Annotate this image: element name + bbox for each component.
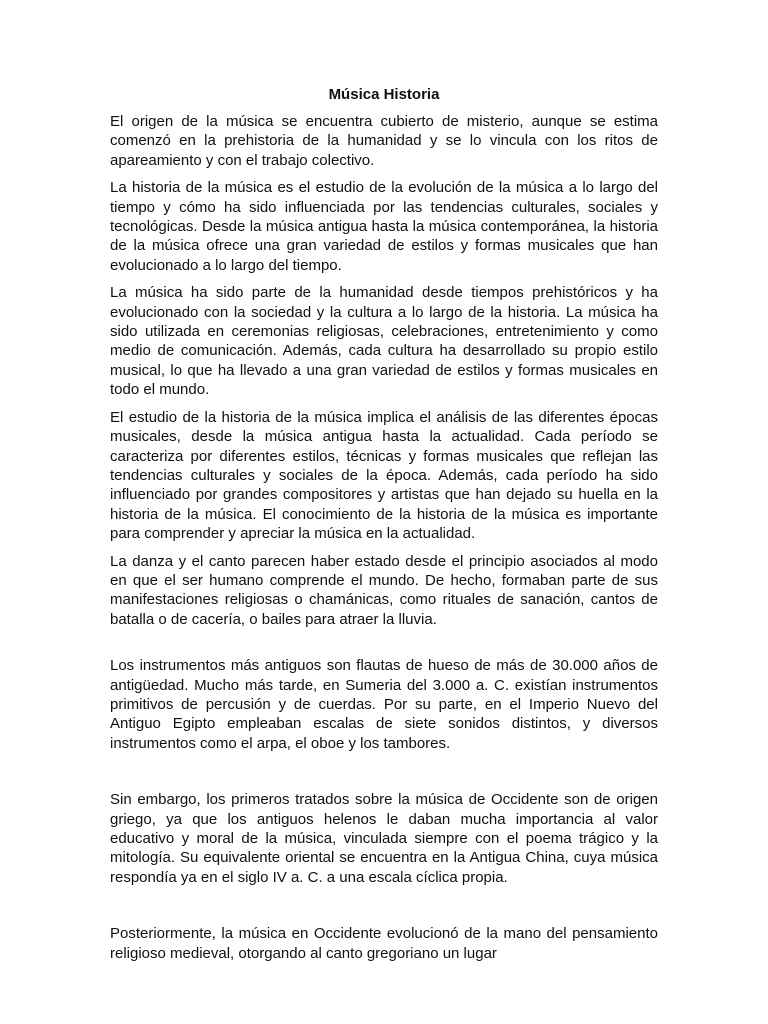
document-body [110,112,658,971]
paragraph-history-definition: La historia de la música es el estudio de la evolución de la música a lo largo del tiempo y cómo ha sido influenciada por las tendencias culturales, sociales y tecnológicas. Desde la música antigua hasta la música contemporánea, la historia de la música ofrece una gran variedad de estilos y formas musicales que han evolucionado a lo largo del tiempo. [110,179,658,274]
paragraph-instruments: Los instrumentos más antiguos son flautas de hueso de más de 30.000 años de antigüedad. Mucho más tarde, en Sumeria del 3.000 a. C. existían instrumentos primitivos de percusión y de cuerdas. Por su parte, en el Imperio Nuevo del Antiguo Egipto empleaban escalas de siete sonidos distintos, y diversos instrumentos como el arpa, el oboe y los tambores. [110,657,658,752]
paragraph-dance-song: La danza y el canto parecen haber estado desde el principio asociados al modo en que el ser humano comprende el mundo. De hecho, formaban parte de sus manifestaciones religiosas o chamánicas, como rituales de sanación, cantos de batalla o de cacería, o bailes para atraer la lluvia. [110,552,658,628]
paragraph-humanity: La música ha sido parte de la humanidad desde tiempos prehistóricos y ha evolucionado con la sociedad y la cultura a lo largo de la historia. La música ha sido utilizada en ceremonias religiosas, celebraciones, entretenimiento y como medio de comunicación. Además, cada cultura ha desarrollado su propio estilo musical, lo que ha llevado a una gran variedad de estilos y formas musicales en todo el mundo. [110,284,658,399]
paragraph-greek-treatises: Sin embargo, los primeros tratados sobre la música de Occidente son de origen griego, ya que los antiguos helenos le daban mucha importancia al valor educativo y moral de la música, vinculada siempre con el poema trágico y la mitología. Su equivalente oriental se encuentra en la Antigua China, cuya música respondía ya en el siglo IV a. C. a una escala cíclica propia. [110,791,658,886]
paragraph-medieval: Posteriormente, la música en Occidente evolucionó de la mano del pensamiento religioso medieval, otorgando al canto gregoriano un lugar [110,925,658,962]
paragraph-origin: El origen de la música se encuentra cubierto de misterio, aunque se estima comenzó en la prehistoria de la humanidad y se lo vincula con los ritos de apareamiento y con el trabajo colectivo. [110,113,658,169]
paragraph-study: El estudio de la historia de la música implica el análisis de las diferentes épocas musicales, desde la música antigua hasta la actualidad. Cada período se caracteriza por diferentes estilos, técnicas y formas musicales que reflejan las tendencias culturales y sociales de la época. Además, cada período ha sido influenciado por grandes compositores y artistas que han dejado su huella en la historia de la música. El conocimiento de la historia de la música es importante para comprender y apreciar la música en la actualidad. [110,408,658,543]
document-title: Música Historia [328,86,440,103]
